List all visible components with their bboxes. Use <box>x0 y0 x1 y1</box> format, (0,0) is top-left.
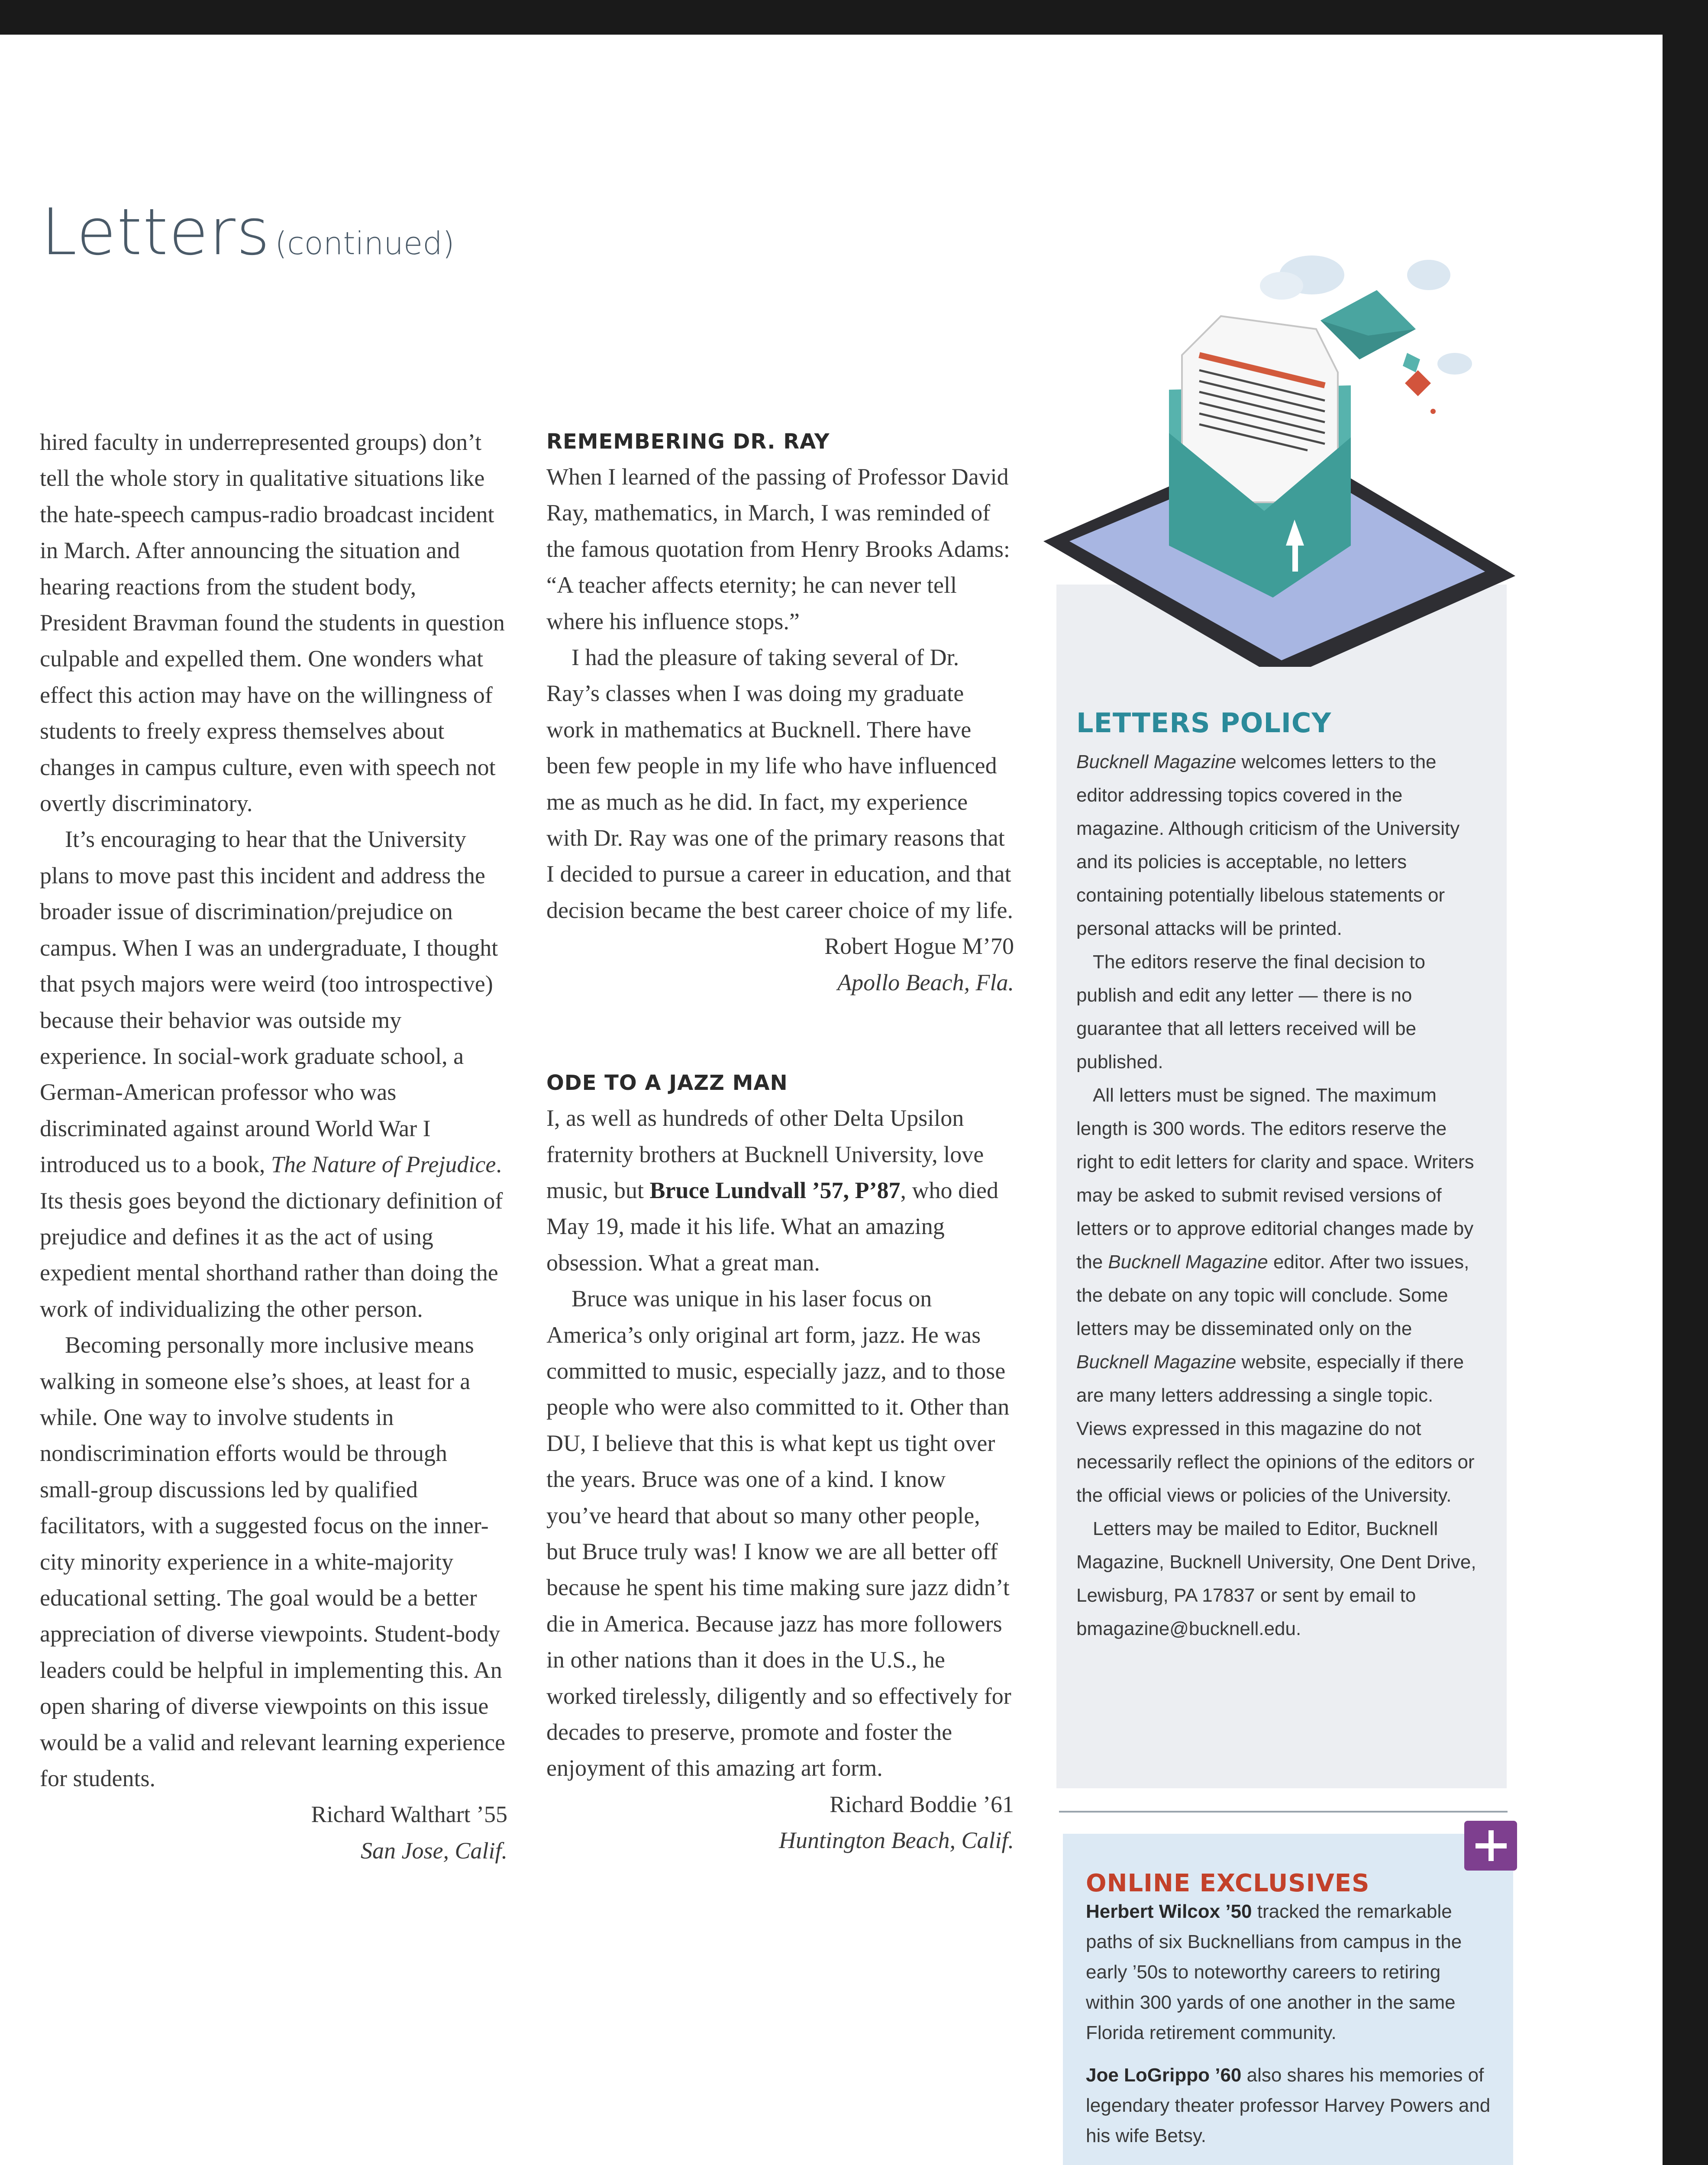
book-title: The Nature of Prejudice <box>271 1151 496 1178</box>
policy-title: LETTERS POLICY <box>1076 707 1332 739</box>
author-name: Bruce Lundvall ’57, P’87 <box>649 1177 901 1203</box>
policy-paragraph: Letters may be mailed to Editor, Bucknell Magazine, Bucknell University, One Dent Drive, Lewisburg, PA 17837 or sent by email to bmagazine@bucknell.edu. <box>1076 1518 1476 1639</box>
online-item: Herbert Wilcox ’50 tracked the remarkable paths of six Bucknellians from campus in the early ’50s to noteworthy careers to retiring within 300 yards of one another in the same Florida retirement community. <box>1086 1901 1462 2043</box>
page-subtitle: (continued) <box>274 225 455 262</box>
letter-column-2 <box>546 424 1014 1859</box>
magazine-page <box>0 35 1663 2165</box>
letter-location: Huntington Beach, Calif. <box>779 1827 1014 1854</box>
online-title: ONLINE EXCLUSIVES <box>1086 1869 1370 1897</box>
plus-icon <box>1464 1821 1517 1871</box>
paragraph: It’s encouraging to hear that the University plans to move past this incident and address the broader issue of discrimination/prejudice on campus. When I was an undergraduate, I thought that psych majors were weird (too introspective) because their behavior was outside my experience. In social-work graduate school, a German-American professor who was discriminated against around World War I introduced us to a book, The Nature of Prejudice. Its thesis goes beyond the dictionary definition of prejudice and defines it as the act of using expedient mental shorthand rather than doing the work of individualizing the other person. <box>40 826 503 1322</box>
online-exclusives-text <box>1086 1871 1493 2165</box>
letter-signature: Richard Walthart ’55 <box>311 1801 507 1828</box>
letter-location: San Jose, Calif. <box>361 1837 507 1864</box>
paragraph: I, as well as hundreds of other Delta Upsilon fraternity brothers at Bucknell University, love music, but Bruce Lundvall ’57, P’87, who died May 19, made it his life. What an amazing obsession. What a great man. <box>546 1105 998 1276</box>
letter-signature: Robert Hogue M’70 <box>824 933 1014 960</box>
section-divider <box>1059 1811 1508 1813</box>
letter-signature: Richard Boddie ’61 <box>830 1791 1014 1817</box>
mail-tablet-illustration <box>1039 242 1528 667</box>
letter-heading: ODE TO A JAZZ MAN <box>546 1071 788 1095</box>
paragraph: Bruce was unique in his laser focus on America’s only original art form, jazz. He was committed to music, especially jazz, and to those people who were also committed to it. Other than DU, I believe that this is what kept us tight over the years. Bruce was one of a kind. I know you’ve heard that about so many other people, but Bruce truly was! I know we are all better off because he spent his time making sure jazz didn’t die in America. Because jazz has more followers in other nations than it does in the U.S., he worked tirelessly, diligently and so effectively for decades to preserve, promote and foster the enjoyment of this amazing art form. <box>546 1286 1011 1781</box>
policy-paragraph: All letters must be signed. The maximum length is 300 words. The editors reserve the right to edit letters for clarity and space. Writers may be asked to submit revised versions of letters or to approve editorial changes made by the Bucknell Magazine editor. After two issues, the debate on any topic will conclude. Some letters may be disseminated only on the Bucknell Magazine website, especially if there are many letters addressing a single topic. Views expressed in this magazine do not necessarily reflect the opinions of the editors or the official views or policies of the University. <box>1076 1085 1475 1506</box>
paragraph: hired faculty in underrepresented groups) don’t tell the whole story in qualitative situations like the hate-speech campus-radio broadcast incident in March. After announcing the situation and hearing reactions from the student body, President Bravman found the students in question culpable and expelled them. One wonders what effect this action may have on the willingness of students to freely express themselves about changes in campus culture, even with speech not overtly discriminatory. <box>40 429 505 817</box>
online-read-more <box>1086 2163 1493 2165</box>
letter-column-1 <box>40 424 507 1869</box>
online-item: Joe LoGrippo ’60 also shares his memories of legendary theater professor Harvey Powers and his wife Betsy. <box>1086 2065 1491 2146</box>
letter-heading: REMEMBERING DR. RAY <box>546 430 830 454</box>
paragraph: When I learned of the passing of Professor David Ray, mathematics, in March, I was reminded of the famous quotation from Henry Brooks Adams: “A teacher affects eternity; he can never tell where his influence stops.” <box>546 464 1010 634</box>
policy-paragraph: The editors reserve the final decision to publish and edit any letter — there is no guarantee that all letters received will be published. <box>1076 951 1425 1073</box>
letters-policy-text <box>1076 704 1483 1645</box>
letter-location: Apollo Beach, Fla. <box>837 969 1014 995</box>
page-header <box>41 195 455 269</box>
page-title: Letters <box>41 195 271 269</box>
policy-paragraph: Bucknell Magazine welcomes letters to the editor addressing topics covered in the magazine. Although criticism of the University and its policies is acceptable, no letters containing potentially libelous statements or personal attacks will be printed. <box>1076 751 1460 939</box>
paragraph: I had the pleasure of taking several of Dr. Ray’s classes when I was doing my graduate work in mathematics at Bucknell. There have been few people in my life who have influenced me as much as he did. In fact, my experience with Dr. Ray was one of the primary reasons that I decided to pursue a career in education, and that decision became the best career choice of my life. <box>546 644 1013 923</box>
paragraph: Becoming personally more inclusive means walking in someone else’s shoes, at least for a while. One way to involve students in nondiscrimination efforts would be through small-group discussions led by qualified facilitators, with a suggested focus on the inner-city minority experience in a white-majority educational setting. The goal would be a better appreciation of diverse viewpoints. Student-body leaders could be helpful in implementing this. An open sharing of diverse viewpoints on this issue would be a valid and relevant learning experience for students. <box>40 1332 506 1792</box>
